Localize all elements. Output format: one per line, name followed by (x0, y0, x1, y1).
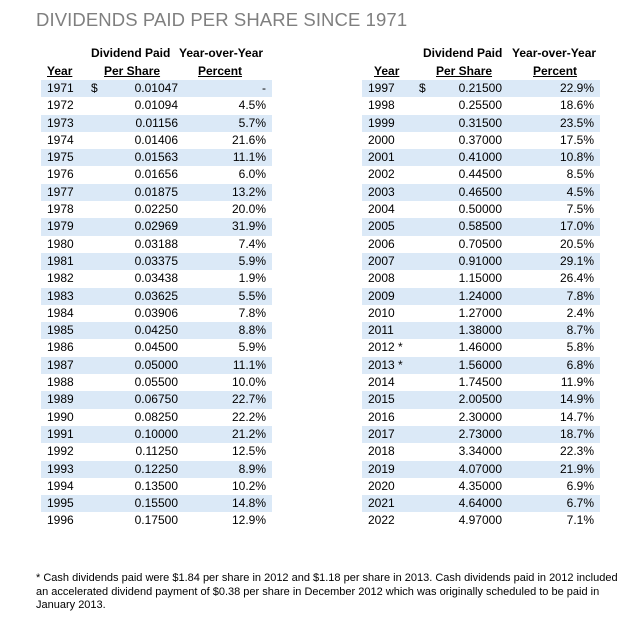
year-cell: 2012 * (368, 340, 403, 355)
amount-cell: 4.35000 (458, 478, 502, 493)
table-row (41, 80, 272, 97)
table-row (41, 478, 272, 495)
table-row (362, 495, 600, 512)
amount-cell: 0.01047 (134, 81, 178, 95)
amount-cell: 0.05000 (134, 357, 178, 372)
percent-cell: 18.6% (559, 98, 594, 113)
amount-cell: 0.02969 (134, 219, 178, 234)
percent-cell: 17.0% (559, 219, 594, 234)
percent-cell: 8.7% (566, 323, 594, 338)
percent-cell: 8.8% (238, 323, 266, 338)
amount-cell: 2.30000 (458, 409, 502, 424)
amount-cell: 0.11250 (135, 444, 178, 459)
amount-cell: 0.70500 (458, 236, 502, 251)
amount-cell: 0.91000 (458, 253, 502, 268)
amount-cell: 1.27000 (458, 305, 502, 320)
amount-cell: 0.02250 (134, 202, 178, 217)
table-row (362, 374, 600, 391)
table-row (362, 97, 600, 114)
percent-cell: 7.8% (238, 305, 266, 320)
percent-cell: 21.2% (231, 426, 266, 441)
year-cell: 2000 (368, 132, 395, 147)
percent-cell: 4.5% (566, 184, 594, 199)
year-cell: 2017 (368, 426, 395, 441)
percent-cell: 7.4% (238, 236, 266, 251)
year-cell: 1989 (47, 392, 74, 407)
table-row (362, 288, 600, 305)
amount-cell: 0.41000 (458, 150, 502, 165)
table-row (41, 149, 272, 166)
year-cell: 1992 (47, 444, 74, 459)
table-row (41, 236, 272, 253)
year-cell: 1998 (368, 98, 395, 113)
year-cell: 1974 (47, 132, 74, 147)
table-row (362, 115, 600, 132)
amount-cell: 0.01094 (134, 98, 178, 113)
percent-cell: 11.9% (560, 375, 594, 390)
amount-cell: 4.07000 (458, 461, 502, 476)
percent-cell: 18.7% (559, 426, 594, 441)
percent-cell: 1.9% (238, 271, 266, 286)
table-row (41, 409, 272, 426)
year-cell: 1999 (368, 115, 395, 130)
yoy-header-line1: Year-over-Year (512, 46, 597, 60)
percent-cell: 4.5% (238, 98, 266, 113)
table-row (41, 166, 272, 183)
currency-symbol: $ (91, 81, 98, 95)
percent-cell: 14.9% (559, 392, 594, 407)
year-cell: 2006 (368, 236, 395, 251)
amount-cell: 0.01156 (135, 115, 178, 130)
amount-cell: 0.37000 (458, 132, 502, 147)
year-cell: 2003 (368, 184, 395, 199)
table-row (362, 443, 600, 460)
table-row (362, 149, 600, 166)
amount-cell: 1.74500 (458, 375, 502, 390)
table-row (41, 305, 272, 322)
year-cell: 1982 (47, 271, 74, 286)
table-row (41, 391, 272, 408)
year-cell: 1993 (47, 461, 74, 476)
year-cell: 1991 (47, 426, 74, 441)
table-row (41, 132, 272, 149)
table-row (362, 218, 600, 235)
year-cell: 1996 (47, 513, 74, 528)
amount-cell: 0.12250 (134, 461, 178, 476)
year-cell: 2019 (368, 461, 395, 476)
amount-cell: 0.13500 (134, 478, 178, 493)
percent-cell: 20.5% (559, 236, 594, 251)
year-cell: 1986 (47, 340, 74, 355)
percent-cell: 13.2% (231, 184, 266, 199)
amount-cell: 0.17500 (134, 513, 178, 528)
table-row (41, 426, 272, 443)
table-row (41, 184, 272, 201)
amount-cell: 0.44500 (458, 167, 502, 182)
percent-cell: 7.8% (566, 288, 594, 303)
year-cell: 2015 (368, 392, 395, 407)
percent-cell: 6.0% (238, 167, 266, 182)
table-body-right (362, 80, 600, 530)
year-cell: 1995 (47, 496, 74, 511)
table-row (41, 97, 272, 114)
percent-cell: 23.5% (559, 115, 594, 130)
amount-cell: 0.04250 (134, 323, 178, 338)
percent-cell: 6.7% (566, 496, 594, 511)
table-row (362, 201, 600, 218)
dividend-header-line2: Per Share (436, 64, 493, 78)
percent-cell: 14.8% (231, 496, 266, 511)
table-row (362, 339, 600, 356)
year-cell: 1981 (47, 253, 74, 268)
table-body-left (41, 80, 272, 530)
yoy-header-line1: Year-over-Year (179, 46, 264, 60)
year-cell: 2014 (368, 375, 395, 390)
table-row (362, 461, 600, 478)
table-row (41, 270, 272, 287)
year-cell: 2020 (368, 478, 395, 493)
percent-cell: 11.1% (232, 357, 266, 372)
year-cell: 2021 (368, 496, 395, 511)
year-header: Year (374, 64, 400, 78)
dividend-table-right (362, 46, 600, 530)
percent-cell: 29.1% (559, 253, 594, 268)
percent-cell: 10.0% (231, 375, 266, 390)
table-row (362, 512, 600, 529)
amount-cell: 0.08250 (134, 409, 178, 424)
percent-cell: 22.2% (231, 409, 266, 424)
amount-cell: 0.21500 (458, 81, 502, 95)
table-row (362, 409, 600, 426)
amount-cell: 0.31500 (458, 115, 502, 130)
amount-cell: 1.46000 (458, 340, 502, 355)
year-cell: 2022 (368, 513, 395, 528)
percent-cell: 7.5% (566, 202, 594, 217)
amount-cell: 1.15000 (458, 271, 502, 286)
percent-cell: 22.3% (559, 444, 594, 459)
table-row (362, 253, 600, 270)
percent-cell: 6.9% (566, 478, 594, 493)
table-row (362, 391, 600, 408)
table-row (362, 166, 600, 183)
dividend-header-line1: Dividend Paid (91, 46, 171, 60)
table-row (41, 512, 272, 529)
dividend-table-left (41, 46, 272, 530)
amount-cell: 0.03906 (134, 305, 178, 320)
percent-cell: 5.9% (238, 340, 266, 355)
year-cell: 1983 (47, 288, 74, 303)
year-cell: 1990 (47, 409, 74, 424)
amount-cell: 1.38000 (458, 323, 502, 338)
percent-cell: 22.7% (231, 392, 266, 407)
percent-cell: 21.6% (231, 132, 266, 147)
year-cell: 1988 (47, 375, 74, 390)
amount-cell: 0.10000 (134, 426, 178, 441)
percent-cell: 14.7% (559, 409, 594, 424)
year-cell: 1979 (47, 219, 74, 234)
amount-cell: 0.05500 (134, 375, 178, 390)
year-cell: 1994 (47, 478, 74, 493)
amount-cell: 4.64000 (458, 496, 502, 511)
year-cell: 1987 (47, 357, 74, 372)
year-cell: 2011 (368, 323, 394, 338)
amount-cell: 0.58500 (458, 219, 502, 234)
percent-cell: 8.5% (566, 167, 594, 182)
year-cell: 2018 (368, 444, 395, 459)
table-row (41, 253, 272, 270)
percent-cell: 12.5% (231, 444, 266, 459)
table-row (362, 236, 600, 253)
table-row (41, 374, 272, 391)
percent-cell: 5.8% (566, 340, 594, 355)
table-row (41, 201, 272, 218)
table-row (362, 322, 600, 339)
table-row (362, 426, 600, 443)
table-row (362, 80, 600, 97)
amount-cell: 0.04500 (134, 340, 178, 355)
year-header: Year (47, 64, 73, 78)
year-cell: 2004 (368, 202, 395, 217)
table-row (362, 270, 600, 287)
percent-cell: 10.8% (559, 150, 594, 165)
amount-cell: 0.25500 (458, 98, 502, 113)
year-cell: 1972 (47, 98, 74, 113)
amount-cell: 0.01875 (134, 184, 178, 199)
amount-cell: 0.15500 (134, 496, 178, 511)
year-cell: 1973 (47, 115, 74, 130)
year-cell: 1984 (47, 305, 74, 320)
yoy-header-line2: Percent (198, 64, 243, 78)
amount-cell: 2.73000 (458, 426, 502, 441)
year-cell: 2001 (368, 150, 395, 165)
percent-cell: - (262, 81, 266, 95)
year-cell: 1985 (47, 323, 74, 338)
percent-cell: 8.9% (238, 461, 266, 476)
table-row (41, 218, 272, 235)
year-cell: 2009 (368, 288, 395, 303)
table-row (41, 322, 272, 339)
percent-cell: 5.9% (238, 253, 266, 268)
year-cell: 2002 (368, 167, 395, 182)
table-row (362, 357, 600, 374)
amount-cell: 0.03188 (134, 236, 178, 251)
amount-cell: 2.00500 (458, 392, 502, 407)
percent-cell: 10.2% (231, 478, 266, 493)
footnote: * Cash dividends paid were $1.84 per share in 2012 and $1.18 per share in 2013. Cash dividends paid in 2012 included an accelerated dividend payment of $0.38 per share in December 2012 which was originally scheduled to be paid in January 2013. (36, 572, 618, 611)
year-cell: 2007 (368, 253, 395, 268)
year-cell: 1971 (47, 81, 74, 95)
table-row (41, 339, 272, 356)
percent-cell: 22.9% (559, 81, 594, 95)
year-cell: 1980 (47, 236, 74, 251)
year-cell: 1976 (47, 167, 74, 182)
table-header-right (362, 46, 600, 80)
amount-cell: 1.24000 (458, 288, 502, 303)
yoy-header-line2: Percent (533, 64, 578, 78)
amount-cell: 0.06750 (134, 392, 178, 407)
percent-cell: 6.8% (566, 357, 594, 372)
table-row (41, 115, 272, 132)
currency-symbol: $ (419, 81, 426, 95)
amount-cell: 0.01406 (134, 132, 178, 147)
year-cell: 1975 (47, 150, 74, 165)
percent-cell: 20.0% (231, 202, 266, 217)
amount-cell: 4.97000 (458, 513, 502, 528)
table-row (362, 184, 600, 201)
amount-cell: 1.56000 (458, 357, 502, 372)
amount-cell: 0.03375 (134, 253, 178, 268)
percent-cell: 26.4% (559, 271, 594, 286)
percent-cell: 5.7% (238, 115, 266, 130)
amount-cell: 0.03438 (134, 271, 178, 286)
year-cell: 2008 (368, 271, 395, 286)
amount-cell: 0.46500 (458, 184, 502, 199)
percent-cell: 2.4% (566, 305, 594, 320)
amount-cell: 0.50000 (458, 202, 502, 217)
table-row (362, 305, 600, 322)
percent-cell: 11.1% (232, 150, 266, 165)
year-cell: 2005 (368, 219, 395, 234)
year-cell: 1978 (47, 202, 74, 217)
dividend-header-line1: Dividend Paid (423, 46, 503, 60)
table-row (362, 132, 600, 149)
table-header-left (41, 46, 272, 80)
amount-cell: 0.03625 (134, 288, 178, 303)
percent-cell: 31.9% (231, 219, 266, 234)
amount-cell: 0.01563 (134, 150, 178, 165)
year-cell: 1997 (368, 81, 395, 95)
percent-cell: 21.9% (559, 461, 594, 476)
amount-cell: 3.34000 (458, 444, 502, 459)
table-row (41, 443, 272, 460)
year-cell: 2010 (368, 305, 395, 320)
year-cell: 1977 (47, 184, 74, 199)
percent-cell: 5.5% (238, 288, 266, 303)
table-row (362, 478, 600, 495)
percent-cell: 12.9% (231, 513, 266, 528)
table-row (41, 357, 272, 374)
table-row (41, 461, 272, 478)
dividend-header-line2: Per Share (104, 64, 161, 78)
year-cell: 2013 * (368, 357, 403, 372)
table-row (41, 288, 272, 305)
percent-cell: 7.1% (566, 513, 594, 528)
amount-cell: 0.01656 (134, 167, 178, 182)
page-title: DIVIDENDS PAID PER SHARE SINCE 1971 (36, 9, 408, 30)
percent-cell: 17.5% (559, 132, 594, 147)
table-row (41, 495, 272, 512)
year-cell: 2016 (368, 409, 395, 424)
